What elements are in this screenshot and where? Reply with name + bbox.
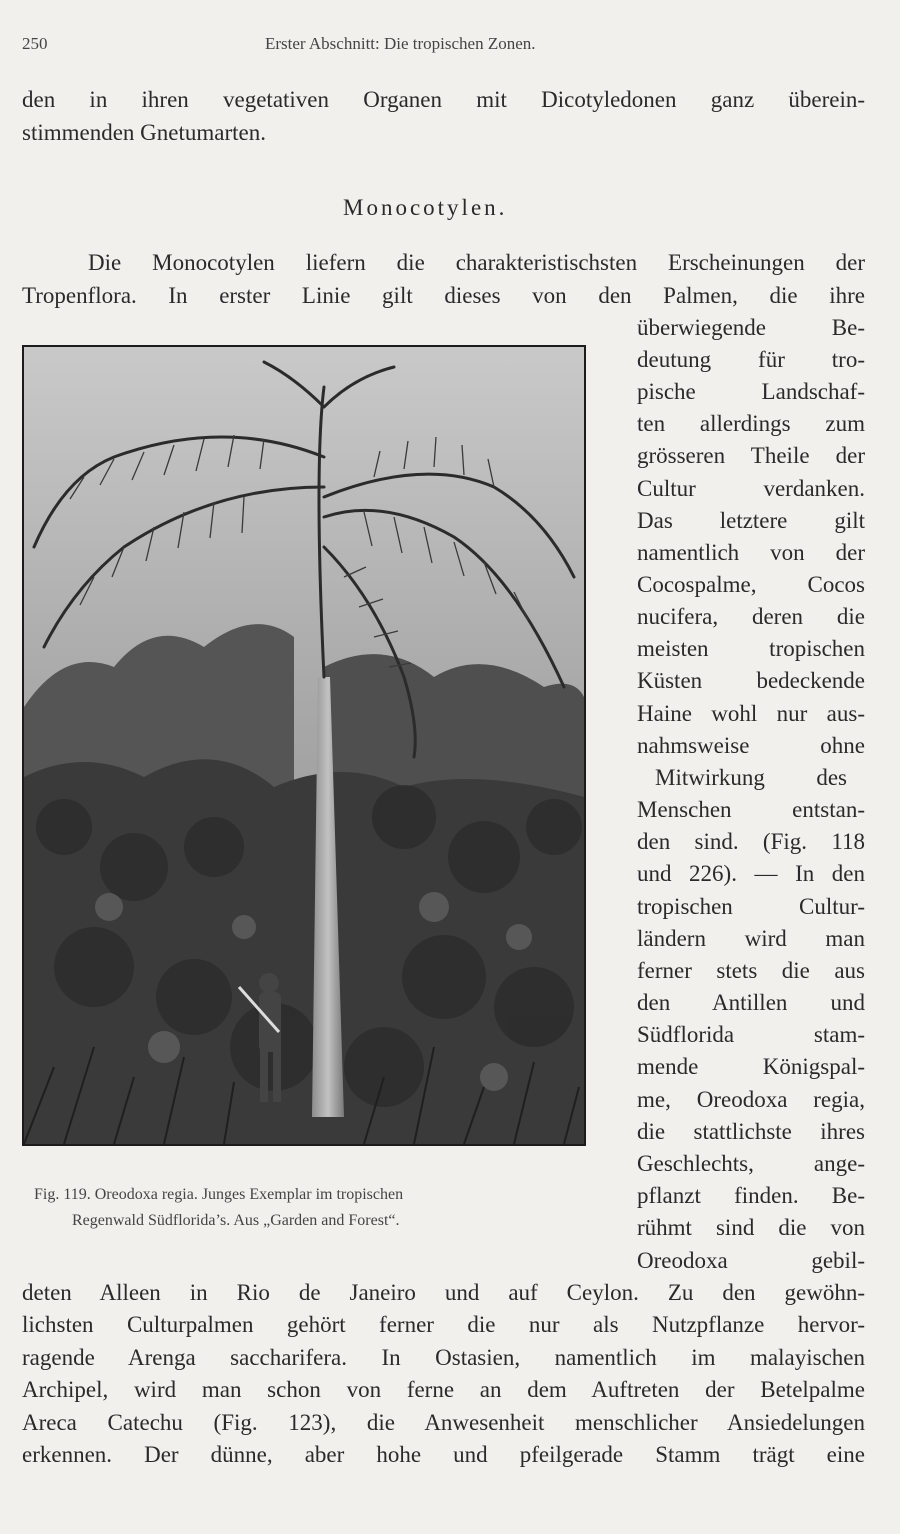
column-line: Geschlechts, ange- xyxy=(637,1151,865,1176)
column-line: tropischen Cultur- xyxy=(637,894,865,919)
text-line: Areca Catechu (Fig. 123), die Anwesenheit menschlicher Ansiedelungen xyxy=(22,1410,865,1435)
column-line: nucifera, deren die xyxy=(637,604,865,629)
column-line: den Antillen und xyxy=(637,990,865,1015)
column-line: Menschen entstan- xyxy=(637,797,865,822)
column-line: Südflorida stam- xyxy=(637,1022,865,1047)
text-line: den in ihren vegetativen Organen mit Dicotyledonen ganz überein- xyxy=(22,87,865,112)
text-line: erkennen. Der dünne, aber hohe und pfeilgerade Stamm trägt eine xyxy=(22,1442,865,1467)
column-line: rühmt sind die von xyxy=(637,1215,865,1240)
column-line: den sind. (Fig. 118 xyxy=(637,829,865,854)
figure-caption-line1: Fig. 119. Oreodoxa regia. Junges Exemplar im tropischen xyxy=(34,1186,404,1203)
text-line: Archipel, wird man schon von ferne an dem Auftreten der Betelpalme xyxy=(22,1377,865,1402)
section-heading: Monocotylen. xyxy=(343,195,508,220)
running-title: Erster Abschnitt: Die tropischen Zonen. xyxy=(265,34,536,53)
column-line: die stattlichste ihres xyxy=(637,1119,865,1144)
column-line: me, Oreodoxa regia, xyxy=(637,1087,865,1112)
page-number: 250 xyxy=(22,34,48,53)
column-line: meisten tropischen xyxy=(637,636,865,661)
column-line: grösseren Theile der xyxy=(637,443,865,468)
text-line: Die Monocotylen liefern die charakteristischsten Erscheinungen der xyxy=(88,250,865,275)
column-line: mende Königspal- xyxy=(637,1054,865,1079)
column-line: Küsten bedeckende xyxy=(637,668,865,693)
column-line: Cocospalme, Cocos xyxy=(637,572,865,597)
column-line: nahmsweise ohne xyxy=(637,733,865,758)
figure-caption-line2: Regenwald Südflorida’s. Aus „Garden and Forest“. xyxy=(72,1212,400,1229)
palm-illustration xyxy=(24,347,584,1144)
column-line: pische Landschaf- xyxy=(637,379,865,404)
column-line: und 226). — In den xyxy=(637,861,865,886)
text-line: ragende Arenga saccharifera. In Ostasien, namentlich im malayischen xyxy=(22,1345,865,1370)
column-line: namentlich von der xyxy=(637,540,865,565)
column-line: pflanzt finden. Be- xyxy=(637,1183,865,1208)
palm-photograph xyxy=(22,345,586,1146)
text-line: Tropenflora. In erster Linie gilt dieses von den Palmen, die ihre xyxy=(22,283,865,308)
text-line: lichsten Culturpalmen gehört ferner die nur als Nutzpflanze hervor- xyxy=(22,1312,865,1337)
column-line: deutung für tro- xyxy=(637,347,865,372)
text-line: deten Alleen in Rio de Janeiro und auf Ceylon. Zu den gewöhn- xyxy=(22,1280,865,1305)
column-line: Cultur verdanken. xyxy=(637,476,865,501)
text-line: stimmenden Gnetumarten. xyxy=(22,120,266,145)
column-line: Oreodoxa gebil- xyxy=(637,1248,865,1273)
column-line: Das letztere gilt xyxy=(637,508,865,533)
column-line: überwiegende Be- xyxy=(637,315,865,340)
column-line: Haine wohl nur aus- xyxy=(637,701,865,726)
column-line: ländern wird man xyxy=(637,926,865,951)
column-line: Mitwirkung des xyxy=(655,765,847,790)
column-line: ten allerdings zum xyxy=(637,411,865,436)
column-line: ferner stets die aus xyxy=(637,958,865,983)
